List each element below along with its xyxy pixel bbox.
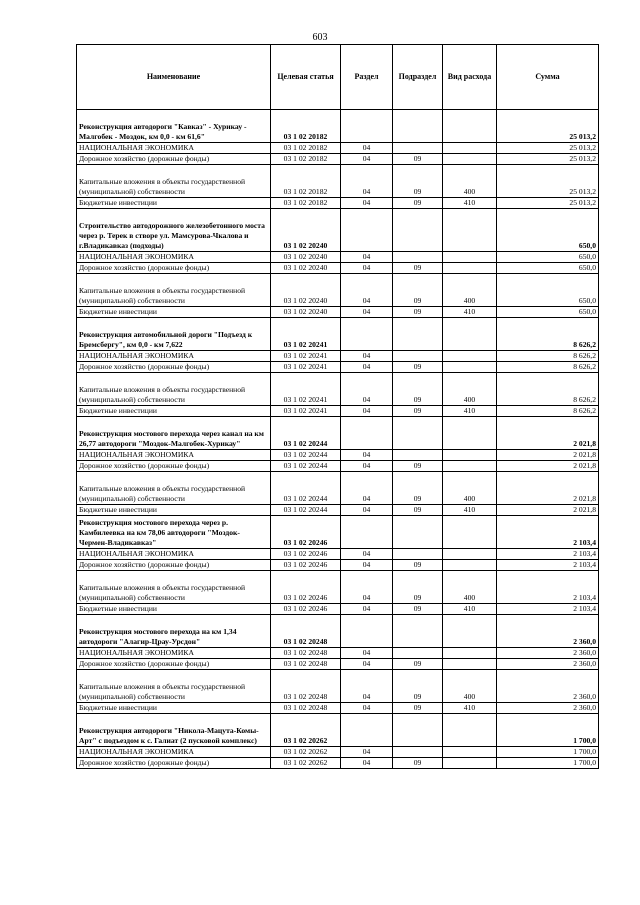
table-header-row: [77, 45, 599, 110]
table-row: [77, 703, 599, 714]
table-row: [77, 417, 599, 450]
cell-expense-type: [443, 252, 497, 263]
table-row: [77, 252, 599, 263]
cell-name: Капитальные вложения в объекты государственной (муниципальной) собственности: [77, 472, 271, 505]
cell-expense-type: 410: [443, 307, 497, 318]
cell-name: НАЦИОНАЛЬНАЯ ЭКОНОМИКА: [77, 351, 271, 362]
table-row: [77, 461, 599, 472]
cell-sum: 2 103,4: [497, 516, 599, 549]
cell-subsection: 09: [393, 472, 443, 505]
cell-target: 03 1 02 20182: [271, 198, 341, 209]
cell-target: 03 1 02 20240: [271, 263, 341, 274]
cell-section: 04: [341, 450, 393, 461]
cell-section: 04: [341, 670, 393, 703]
cell-sum: 25 013,2: [497, 198, 599, 209]
table-row: [77, 143, 599, 154]
cell-name: Реконструкция автодороги "Кавказ" - Хурикау - Малгобек - Моздок, км 0,0 - км 61,6": [77, 110, 271, 143]
cell-section: 04: [341, 351, 393, 362]
cell-subsection: [393, 648, 443, 659]
table-row: [77, 307, 599, 318]
cell-subsection: [393, 714, 443, 747]
cell-subsection: [393, 747, 443, 758]
cell-target: 03 1 02 20244: [271, 417, 341, 450]
cell-sum: 2 021,8: [497, 472, 599, 505]
cell-section: 04: [341, 373, 393, 406]
cell-name: Бюджетные инвестиции: [77, 307, 271, 318]
cell-sum: 1 700,0: [497, 758, 599, 769]
cell-subsection: 09: [393, 362, 443, 373]
cell-name: Дорожное хозяйство (дорожные фонды): [77, 560, 271, 571]
cell-section: 04: [341, 604, 393, 615]
cell-sum: 2 021,8: [497, 417, 599, 450]
cell-name: Бюджетные инвестиции: [77, 604, 271, 615]
cell-expense-type: 410: [443, 703, 497, 714]
cell-section: 04: [341, 758, 393, 769]
cell-target: 03 1 02 20246: [271, 549, 341, 560]
cell-target: 03 1 02 20262: [271, 747, 341, 758]
cell-name: НАЦИОНАЛЬНАЯ ЭКОНОМИКА: [77, 648, 271, 659]
cell-name: Дорожное хозяйство (дорожные фонды): [77, 362, 271, 373]
cell-section: 04: [341, 505, 393, 516]
cell-subsection: 09: [393, 461, 443, 472]
cell-subsection: 09: [393, 670, 443, 703]
cell-section: 04: [341, 263, 393, 274]
table-row: [77, 450, 599, 461]
cell-sum: 2 021,8: [497, 450, 599, 461]
table-row: [77, 560, 599, 571]
cell-name: Реконструкция мостового перехода на км 1,34 автодороги "Алагир-Црау-Урсдон": [77, 615, 271, 648]
cell-target: 03 1 02 20244: [271, 450, 341, 461]
cell-section: 04: [341, 472, 393, 505]
cell-name: НАЦИОНАЛЬНАЯ ЭКОНОМИКА: [77, 143, 271, 154]
cell-target: 03 1 02 20262: [271, 758, 341, 769]
cell-target: 03 1 02 20246: [271, 516, 341, 549]
cell-subsection: 09: [393, 373, 443, 406]
cell-section: 04: [341, 571, 393, 604]
table-row: [77, 604, 599, 615]
cell-subsection: 09: [393, 263, 443, 274]
cell-sum: 650,0: [497, 307, 599, 318]
cell-sum: 25 013,2: [497, 110, 599, 143]
table-row: [77, 406, 599, 417]
header-subsection: Подраздел: [393, 45, 443, 110]
table-row: [77, 571, 599, 604]
cell-name: Реконструкция автодороги "Никола-Мацута-Комы-Арт" с подъездом к с. Галиат (2 пусковой комплекс): [77, 714, 271, 747]
cell-subsection: 09: [393, 659, 443, 670]
table-row: [77, 209, 599, 252]
cell-target: 03 1 02 20244: [271, 472, 341, 505]
table-row: [77, 154, 599, 165]
cell-target: 03 1 02 20262: [271, 714, 341, 747]
table-row: [77, 758, 599, 769]
table-row: [77, 263, 599, 274]
cell-expense-type: [443, 648, 497, 659]
cell-sum: 8 626,2: [497, 373, 599, 406]
cell-name: НАЦИОНАЛЬНАЯ ЭКОНОМИКА: [77, 450, 271, 461]
cell-sum: 25 013,2: [497, 143, 599, 154]
cell-sum: 650,0: [497, 274, 599, 307]
cell-name: Дорожное хозяйство (дорожные фонды): [77, 758, 271, 769]
cell-subsection: [393, 549, 443, 560]
cell-target: 03 1 02 20240: [271, 274, 341, 307]
cell-section: 04: [341, 143, 393, 154]
table-row: [77, 516, 599, 549]
cell-sum: 2 360,0: [497, 648, 599, 659]
cell-subsection: [393, 143, 443, 154]
cell-expense-type: [443, 516, 497, 549]
cell-section: 04: [341, 406, 393, 417]
table-body: [77, 110, 599, 769]
table-row: [77, 274, 599, 307]
cell-target: 03 1 02 20182: [271, 165, 341, 198]
cell-sum: 1 700,0: [497, 714, 599, 747]
cell-sum: 8 626,2: [497, 318, 599, 351]
cell-name: Дорожное хозяйство (дорожные фонды): [77, 659, 271, 670]
cell-target: 03 1 02 20248: [271, 648, 341, 659]
cell-section: 04: [341, 198, 393, 209]
cell-expense-type: 410: [443, 198, 497, 209]
cell-section: 04: [341, 154, 393, 165]
cell-target: 03 1 02 20182: [271, 110, 341, 143]
cell-name: НАЦИОНАЛЬНАЯ ЭКОНОМИКА: [77, 252, 271, 263]
cell-expense-type: 400: [443, 571, 497, 604]
table-row: [77, 747, 599, 758]
cell-sum: 2 360,0: [497, 659, 599, 670]
cell-name: Реконструкция мостового перехода через канал на км 26,77 автодороги "Моздок-Малгобек-Хурикау": [77, 417, 271, 450]
table-row: [77, 165, 599, 198]
cell-target: 03 1 02 20182: [271, 143, 341, 154]
cell-section: 04: [341, 274, 393, 307]
cell-section: 04: [341, 549, 393, 560]
cell-sum: 650,0: [497, 252, 599, 263]
table-row: [77, 373, 599, 406]
table-row: [77, 714, 599, 747]
cell-target: 03 1 02 20241: [271, 406, 341, 417]
cell-subsection: 09: [393, 165, 443, 198]
table-row: [77, 351, 599, 362]
cell-expense-type: [443, 263, 497, 274]
cell-target: 03 1 02 20248: [271, 703, 341, 714]
cell-expense-type: [443, 417, 497, 450]
table-row: [77, 659, 599, 670]
cell-target: 03 1 02 20246: [271, 604, 341, 615]
cell-name: Капитальные вложения в объекты государственной (муниципальной) собственности: [77, 670, 271, 703]
cell-sum: 2 103,4: [497, 549, 599, 560]
header-section: Раздел: [341, 45, 393, 110]
cell-name: Дорожное хозяйство (дорожные фонды): [77, 461, 271, 472]
table-row: [77, 615, 599, 648]
cell-section: 04: [341, 703, 393, 714]
cell-name: Строительство автодорожного железобетонного моста через р. Терек в створе ул. Мамсурова-Чкалова и г.Владикавказ (подходы): [77, 209, 271, 252]
cell-sum: 8 626,2: [497, 406, 599, 417]
cell-expense-type: 400: [443, 274, 497, 307]
cell-subsection: [393, 110, 443, 143]
cell-expense-type: [443, 362, 497, 373]
cell-target: 03 1 02 20241: [271, 318, 341, 351]
cell-expense-type: [443, 714, 497, 747]
cell-target: 03 1 02 20240: [271, 209, 341, 252]
cell-expense-type: 400: [443, 165, 497, 198]
cell-expense-type: [443, 659, 497, 670]
cell-expense-type: [443, 549, 497, 560]
header-name: Наименование: [77, 45, 271, 110]
cell-name: Капитальные вложения в объекты государственной (муниципальной) собственности: [77, 274, 271, 307]
cell-name: НАЦИОНАЛЬНАЯ ЭКОНОМИКА: [77, 747, 271, 758]
cell-sum: 650,0: [497, 209, 599, 252]
cell-expense-type: 410: [443, 604, 497, 615]
cell-expense-type: [443, 143, 497, 154]
cell-name: Капитальные вложения в объекты государственной (муниципальной) собственности: [77, 373, 271, 406]
cell-subsection: [393, 516, 443, 549]
cell-sum: 8 626,2: [497, 351, 599, 362]
cell-name: Капитальные вложения в объекты государственной (муниципальной) собственности: [77, 165, 271, 198]
cell-subsection: 09: [393, 560, 443, 571]
header-target: Целевая статья: [271, 45, 341, 110]
cell-subsection: 09: [393, 154, 443, 165]
cell-expense-type: [443, 110, 497, 143]
cell-target: 03 1 02 20246: [271, 571, 341, 604]
table-row: [77, 648, 599, 659]
cell-expense-type: [443, 560, 497, 571]
cell-expense-type: 400: [443, 670, 497, 703]
cell-section: 04: [341, 307, 393, 318]
cell-name: Бюджетные инвестиции: [77, 198, 271, 209]
table-row: [77, 318, 599, 351]
budget-table: [76, 44, 599, 769]
cell-expense-type: [443, 747, 497, 758]
cell-section: 04: [341, 252, 393, 263]
cell-section: 04: [341, 165, 393, 198]
cell-name: Бюджетные инвестиции: [77, 406, 271, 417]
cell-target: 03 1 02 20241: [271, 362, 341, 373]
table-row: [77, 362, 599, 373]
cell-sum: 2 021,8: [497, 461, 599, 472]
cell-subsection: 09: [393, 406, 443, 417]
cell-expense-type: [443, 615, 497, 648]
cell-target: 03 1 02 20248: [271, 615, 341, 648]
cell-subsection: 09: [393, 571, 443, 604]
cell-section: [341, 110, 393, 143]
cell-name: Реконструкция мостового перехода через р. Камбилеевка на км 78,06 автодороги "Моздок-Чермен-Владикавказ": [77, 516, 271, 549]
cell-subsection: 09: [393, 307, 443, 318]
cell-target: 03 1 02 20244: [271, 461, 341, 472]
cell-subsection: [393, 318, 443, 351]
cell-expense-type: 400: [443, 472, 497, 505]
cell-name: Бюджетные инвестиции: [77, 505, 271, 516]
cell-expense-type: [443, 461, 497, 472]
cell-expense-type: [443, 351, 497, 362]
cell-subsection: [393, 351, 443, 362]
table-row: [77, 472, 599, 505]
cell-subsection: 09: [393, 505, 443, 516]
cell-subsection: [393, 615, 443, 648]
cell-name: Капитальные вложения в объекты государственной (муниципальной) собственности: [77, 571, 271, 604]
cell-expense-type: [443, 209, 497, 252]
cell-subsection: [393, 209, 443, 252]
cell-subsection: 09: [393, 703, 443, 714]
cell-sum: 25 013,2: [497, 154, 599, 165]
table-row: [77, 110, 599, 143]
cell-sum: 2 103,4: [497, 571, 599, 604]
cell-subsection: [393, 417, 443, 450]
cell-sum: 2 360,0: [497, 615, 599, 648]
cell-subsection: 09: [393, 604, 443, 615]
cell-sum: 2 360,0: [497, 670, 599, 703]
cell-name: Бюджетные инвестиции: [77, 703, 271, 714]
cell-section: 04: [341, 659, 393, 670]
cell-sum: 1 700,0: [497, 747, 599, 758]
cell-expense-type: 400: [443, 373, 497, 406]
cell-target: 03 1 02 20248: [271, 670, 341, 703]
cell-subsection: [393, 252, 443, 263]
cell-sum: 8 626,2: [497, 362, 599, 373]
cell-section: [341, 615, 393, 648]
table-row: [77, 505, 599, 516]
cell-subsection: 09: [393, 274, 443, 307]
cell-expense-type: [443, 318, 497, 351]
header-expense-type: Вид расхода: [443, 45, 497, 110]
cell-target: 03 1 02 20182: [271, 154, 341, 165]
page-number: 603: [312, 32, 328, 43]
cell-sum: 2 103,4: [497, 560, 599, 571]
cell-section: 04: [341, 648, 393, 659]
cell-subsection: [393, 450, 443, 461]
cell-target: 03 1 02 20248: [271, 659, 341, 670]
cell-section: 04: [341, 747, 393, 758]
cell-sum: 650,0: [497, 263, 599, 274]
cell-section: 04: [341, 461, 393, 472]
cell-name: НАЦИОНАЛЬНАЯ ЭКОНОМИКА: [77, 549, 271, 560]
cell-expense-type: [443, 450, 497, 461]
cell-section: 04: [341, 560, 393, 571]
header-sum: Сумма: [497, 45, 599, 110]
cell-sum: 2 021,8: [497, 505, 599, 516]
cell-section: [341, 516, 393, 549]
cell-name: Реконструкция автомобильной дороги "Подъезд к Бремсбергу", км 0,0 - км 7,622: [77, 318, 271, 351]
cell-target: 03 1 02 20241: [271, 351, 341, 362]
cell-expense-type: 410: [443, 505, 497, 516]
cell-expense-type: [443, 758, 497, 769]
cell-section: [341, 209, 393, 252]
table-row: [77, 198, 599, 209]
cell-target: 03 1 02 20241: [271, 373, 341, 406]
cell-subsection: 09: [393, 198, 443, 209]
table-row: [77, 549, 599, 560]
cell-expense-type: 410: [443, 406, 497, 417]
cell-name: Дорожное хозяйство (дорожные фонды): [77, 154, 271, 165]
cell-target: 03 1 02 20246: [271, 560, 341, 571]
cell-sum: 2 360,0: [497, 703, 599, 714]
cell-sum: 2 103,4: [497, 604, 599, 615]
cell-name: Дорожное хозяйство (дорожные фонды): [77, 263, 271, 274]
cell-section: [341, 417, 393, 450]
cell-sum: 25 013,2: [497, 165, 599, 198]
cell-section: [341, 714, 393, 747]
cell-target: 03 1 02 20240: [271, 307, 341, 318]
cell-target: 03 1 02 20244: [271, 505, 341, 516]
cell-subsection: 09: [393, 758, 443, 769]
cell-target: 03 1 02 20240: [271, 252, 341, 263]
table-row: [77, 670, 599, 703]
cell-section: [341, 318, 393, 351]
cell-section: 04: [341, 362, 393, 373]
cell-expense-type: [443, 154, 497, 165]
